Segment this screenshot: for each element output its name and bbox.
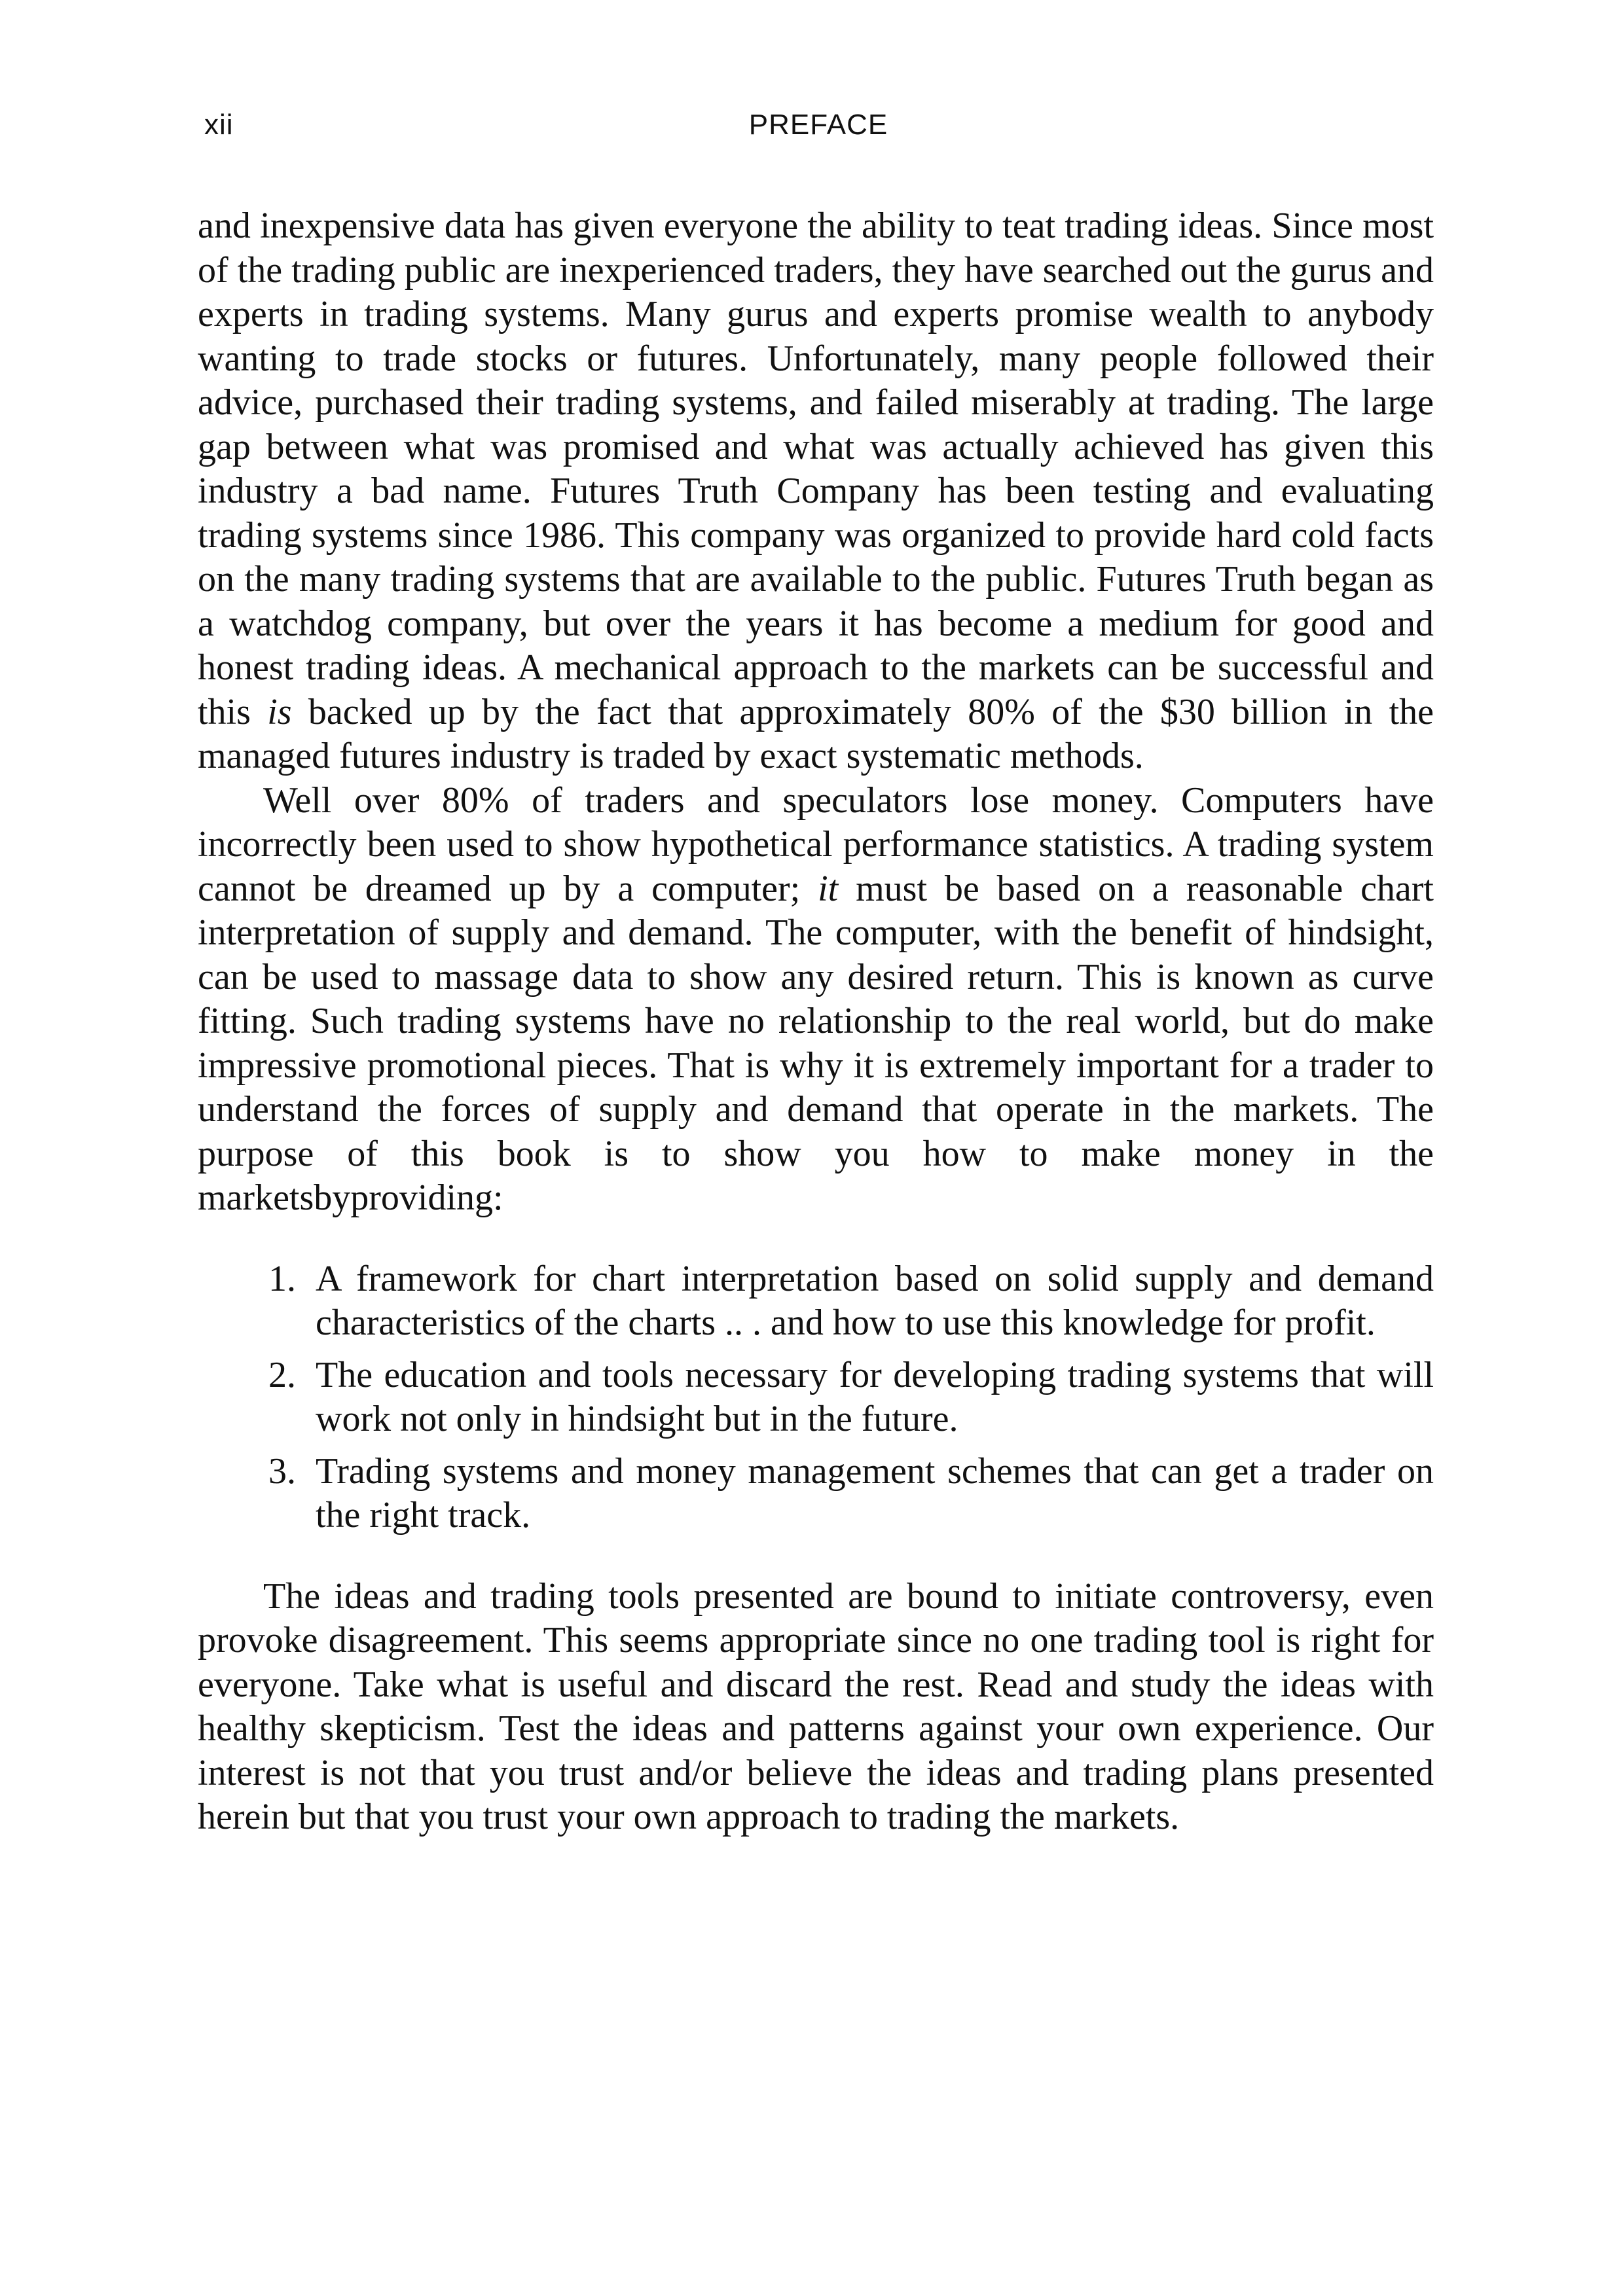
page-number: xii — [204, 109, 234, 141]
running-title: PREFACE — [748, 109, 888, 141]
body-text — [198, 204, 1434, 1840]
paragraph-2-tail: must be based on a reasonable chart interpretation of supply and demand. The computer, with the benefit of hindsight, can be used to massage data to show any desired return. This is known as curve fitting. Such trading systems have no relationship to the real world, but do make impressive promotional pieces. That is why it is extremely important for a trader to understand the forces of supply and demand that operate in the markets. The purpose of this book is to show you how to make money in the marketsbyproviding: — [198, 868, 1434, 1218]
list-item-text: The education and tools necessary for developing trading systems that will work not only in hindsight but in the future. — [316, 1354, 1434, 1439]
paragraph-2-lead: Well over 80% of traders and speculators lose money. Computers have incorrectly been used to show hypothetical performance statistics. A trading system cannot be dreamed up by a computer; — [198, 780, 1434, 909]
list-item — [198, 1257, 1434, 1346]
paragraph-1-emphasis: is — [267, 691, 292, 732]
list-item-number: 1. — [268, 1258, 296, 1299]
closing-paragraph: The ideas and trading tools presented are bound to initiate controversy, even provoke disagreement. This seems appropriate since no one trading tool is right for everyone. Take what is useful and discard the rest. Read and study the ideas with healthy skepticism. Test the ideas and patterns against your own experience. Our interest is not that you trust and/or believe the ideas and trading plans presented herein but that you trust your own approach to trading the markets. — [198, 1575, 1434, 1837]
paragraph-1-lead: and inexpensive data has given everyone the ability to teat trading ideas. Since most of the trading public are inexperienced traders, they have searched out the gurus and experts in trading systems. Many gurus and experts promise wealth to anybody wanting to trade stocks or futures. Unfortunately, many people followed their advice, purchased their trading systems, and failed miserably at trading. The large gap between what was promised and what was actually achieved has given this industry a bad name. Futures Truth Company has been testing and evaluating trading systems since 1986. This company was organized to provide hard cold facts on the many trading systems that are available to the public. Futures Truth began as a watchdog company, but over the years it has become a medium for good and honest trading ideas. A mechanical approach to the markets can be successful and this — [198, 206, 1434, 732]
numbered-list — [198, 1257, 1434, 1538]
list-item-text: A framework for chart interpretation based on solid supply and demand characteristics of the charts .. . and how to use this knowledge for profit. — [316, 1258, 1434, 1343]
running-head — [196, 109, 1440, 148]
paragraph-2 — [198, 779, 1434, 1221]
list-item — [198, 1354, 1434, 1442]
list-item-text: Trading systems and money management schemes that can get a trader on the right track. — [316, 1450, 1434, 1535]
list-item — [198, 1450, 1434, 1538]
list-item-number: 3. — [268, 1450, 296, 1492]
list-item-number: 2. — [268, 1354, 296, 1395]
paragraph-1 — [198, 204, 1434, 779]
paragraph-1-tail: backed up by the fact that approximately 80% of the $30 billion in the managed futures industry is traded by exact systematic methods. — [198, 691, 1434, 776]
paragraph-2-emphasis: it — [818, 868, 839, 909]
